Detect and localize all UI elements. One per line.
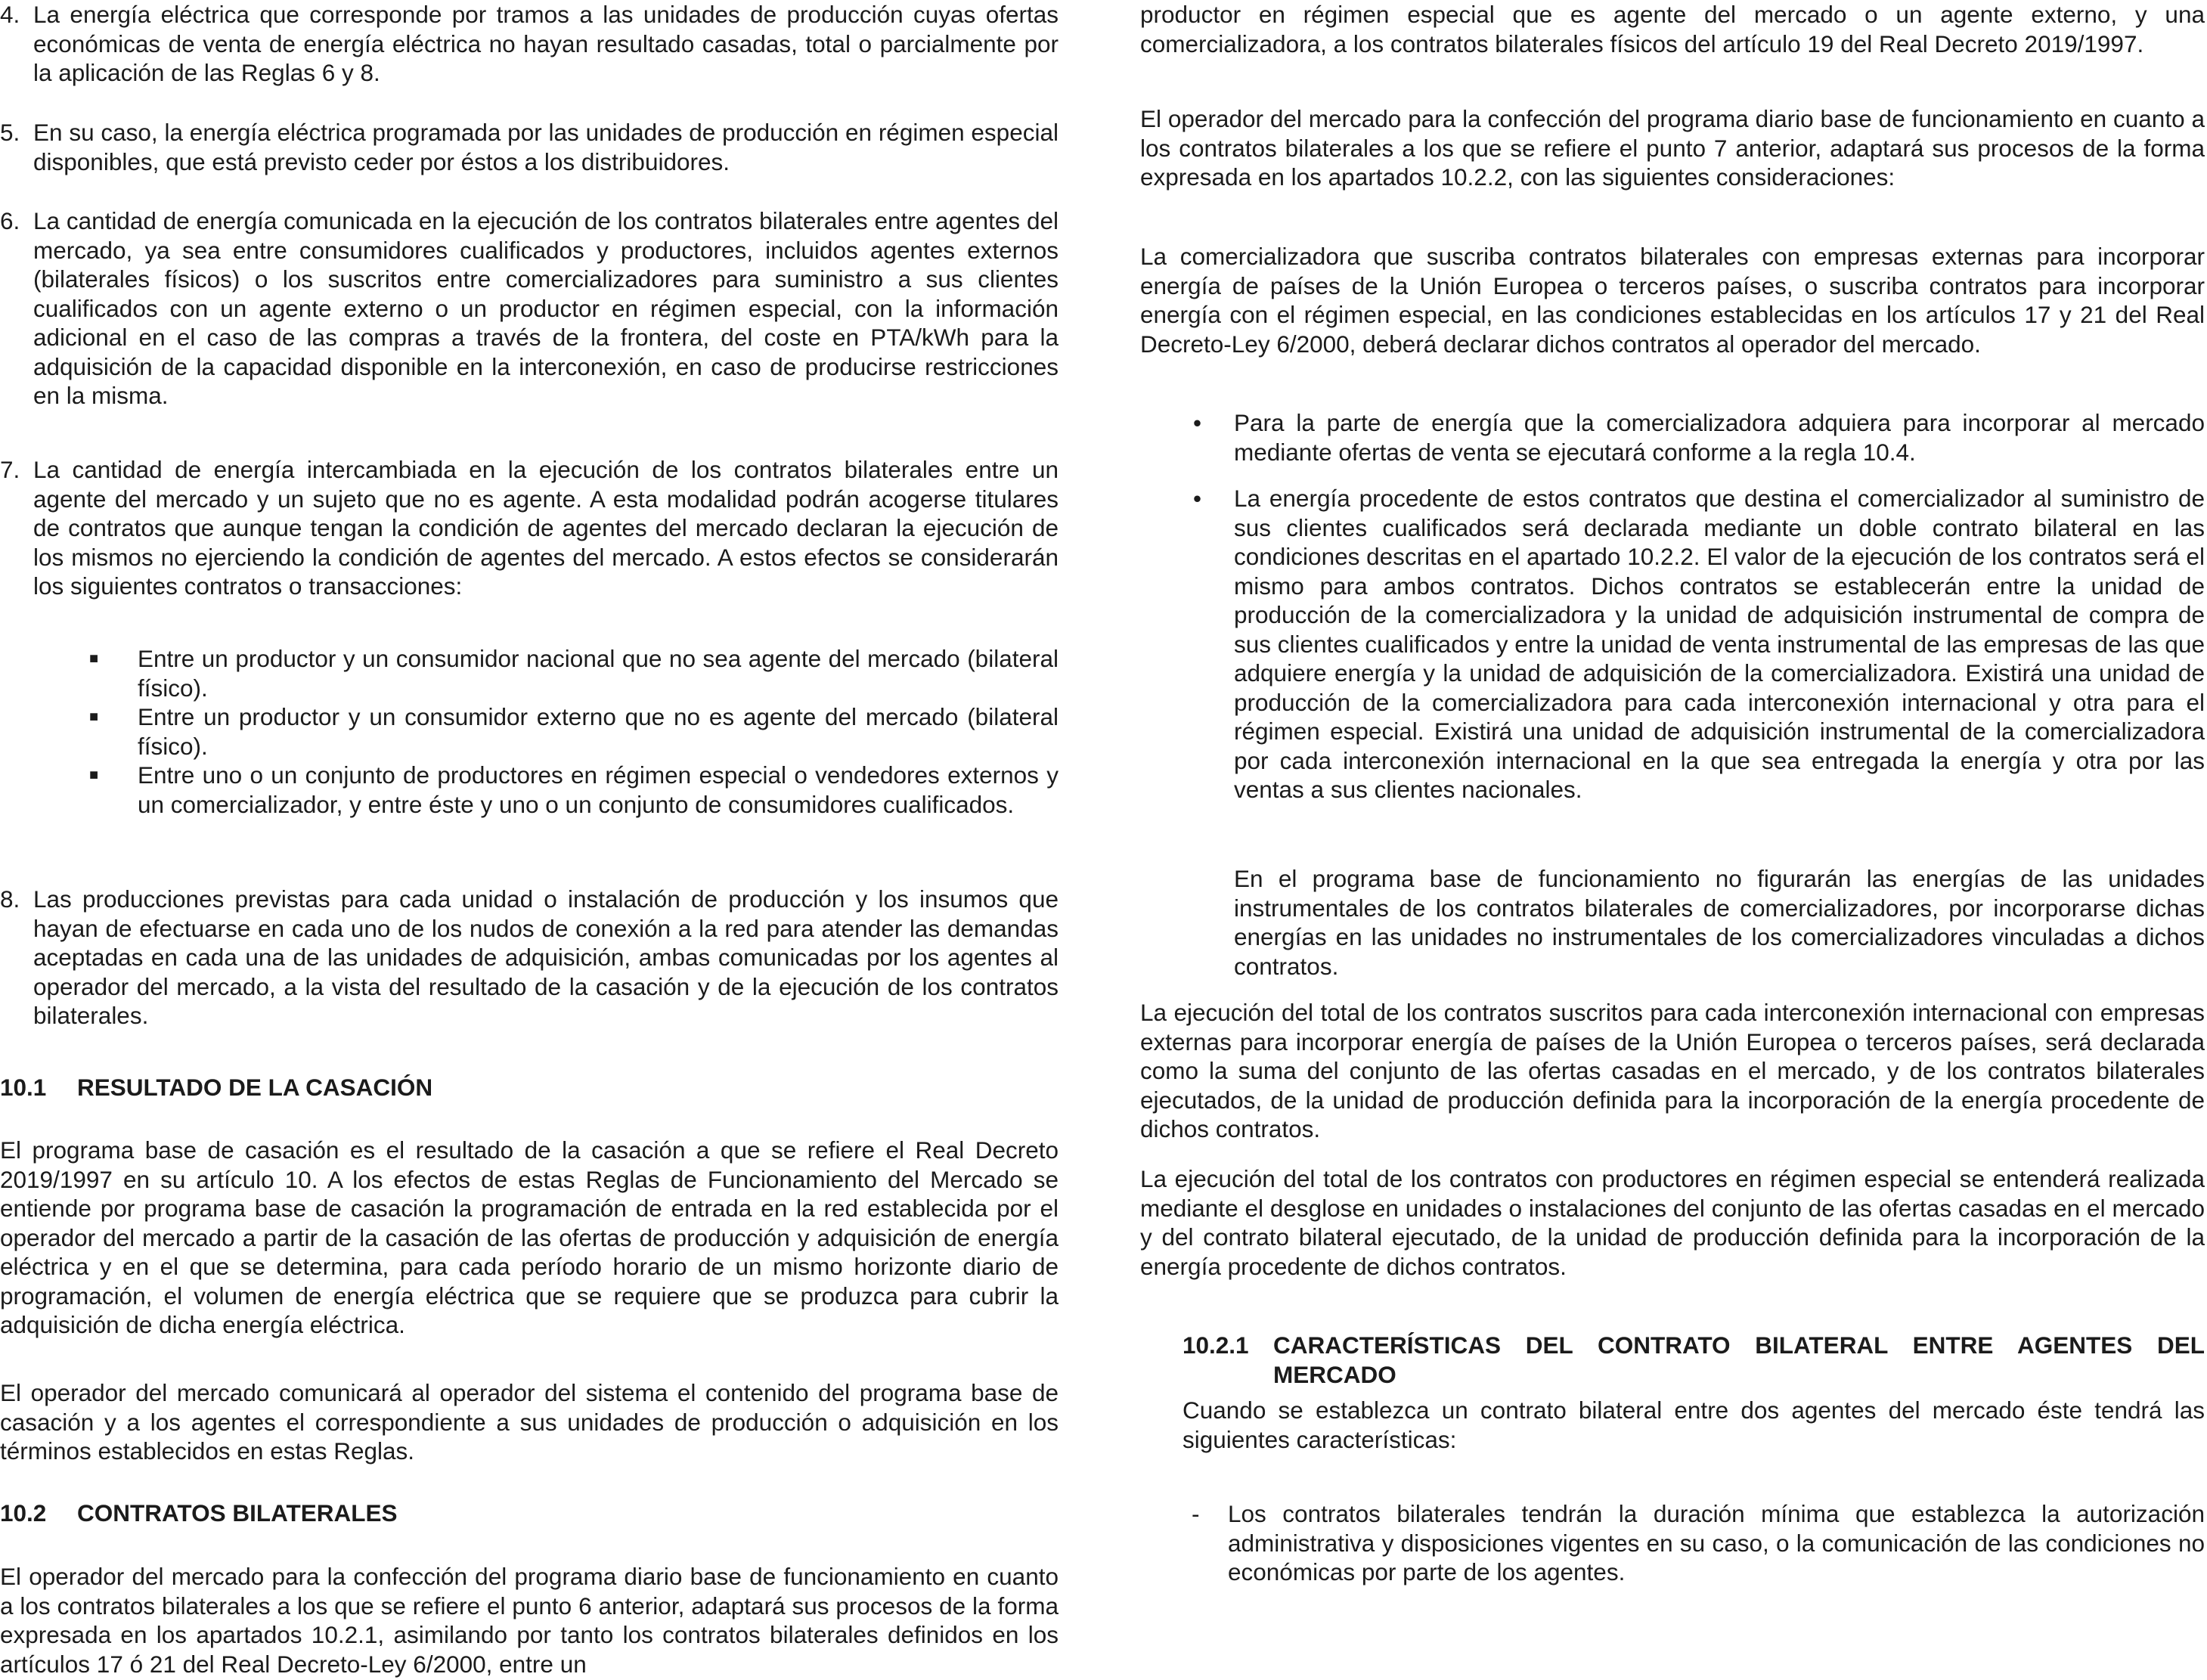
paragraph: El operador del mercado para la confección del programa diario base de funcionamiento en cuanto a los contratos bilaterales a los que se refiere el punto 7 anterior, adaptará sus procesos de la forma expresada en los apartados 10.2.2, con las siguientes consideraciones:	[1140, 105, 2205, 191]
item-text: La cantidad de energía intercambiada en la ejecución de los contratos bilaterales entre un agente del mercado y un sujeto que no es agente. A esta modalidad podrán acogerse titulares de contratos que aunque tengan la condición de agentes del mercado declaran la ejecución de los mismos no ejerciendo la condición de agentes del mercado. A estos efectos se considerarán los siguientes contratos o transacciones:	[33, 456, 1059, 600]
paragraph: productor en régimen especial que es agente del mercado o un agente externo, y una comercializadora, a los contratos bilaterales físicos del artículo 19 del Real Decreto 2019/1997.	[1140, 1, 2205, 57]
dash-list	[1140, 1499, 2205, 1587]
dash-bullet: -	[1192, 1500, 1200, 1527]
section-title: CARACTERÍSTICAS DEL CONTRATO BILATERAL ENTRE AGENTES DEL MERCADO	[1273, 1331, 2205, 1388]
list-item-7	[0, 455, 1059, 601]
section-number: 10.2	[0, 1499, 47, 1527]
item-text: Las producciones previstas para cada unidad o instalación de producción y los insumos que hayan de efectuarse en cada uno de los nudos de conexión a la red para atender las demandas aceptadas en cada una de las unidades de adquisición, ambas comunicadas por los agentes al operador del mercado, a la vista del resultado de la casación y de la ejecución de los contratos bilaterales.	[33, 885, 1059, 1029]
bullet-item: • Para la parte de energía que la comercializadora adquiera para incorporar al mercado mediante ofertas de venta se ejecutará conforme a la regla 10.4.	[1183, 408, 2205, 466]
bullet-list	[0, 644, 1059, 819]
paragraph: La comercializadora que suscriba contratos bilaterales con empresas externas para incorporar energía de países de la Unión Europea o terceros países, o suscriba contratos para incorporar energía con el régimen especial, en las condiciones establecidas en los artículos 17 y 21 del Real Decreto-Ley 6/2000, deberá declarar dichos contratos al operador del mercado.	[1140, 243, 2205, 358]
dash-item: - Los contratos bilaterales tendrán la duración mínima que establezca la autorización administrativa y disposiciones vigentes en su caso, o la comunicación de las condiciones no económicas por parte de los agentes.	[1183, 1499, 2205, 1587]
item-text: La cantidad de energía comunicada en la ejecución de los contratos bilaterales entre agentes del mercado, ya sea entre consumidores cualificados y productores, incluidos agentes externos (bilaterales físicos) o los suscritos entre comercializadores para suministro a sus clientes cualificados con un agente externo o un productor en régimen especial, con la información adicional en el caso de las compras a través de la frontera, del coste en PTA/kWh para la adquisición de la capacidad disponible en la interconexión, en caso de producirse restricciones en la misma.	[33, 207, 1059, 409]
dot-bullet-icon: •	[1193, 409, 1202, 436]
section-title: RESULTADO DE LA CASACIÓN	[77, 1074, 433, 1101]
bullet-item: ■ Entre un productor y un consumidor externo que no es agente del mercado (bilateral físico).	[85, 702, 1059, 761]
paragraph: En el programa base de funcionamiento no figurarán las energías de las unidades instrumentales de los contratos bilaterales de comercializadores, por incorporarse dichas energías en las unidades no instrumentales de los comercializadores vinculadas a dichos contratos.	[1234, 865, 2205, 980]
item-text: En su caso, la energía eléctrica programada por las unidades de producción en régimen especial disponibles, que está previsto ceder por éstos a los distribuidores.	[33, 119, 1059, 175]
section-heading-10-1	[0, 1073, 1059, 1102]
paragraph: El operador del mercado para la confección del programa diario base de funcionamiento en cuanto a los contratos bilaterales a los que se refiere el punto 6 anterior, adaptará sus procesos de la forma expresada en los apartados 10.2.1, asimilando por tanto los contratos bilaterales definidos en los artículos 17 ó 21 del Real Decreto-Ley 6/2000, entre un	[0, 1563, 1059, 1678]
list-item-4	[0, 0, 1059, 88]
square-bullet-icon: ■	[89, 650, 99, 667]
item-number: 4.	[0, 1, 20, 28]
paragraph: El programa base de casación es el resultado de la casación a que se refiere el Real Decreto 2019/1997 en su artículo 10. A los efectos de estas Reglas de Funcionamiento del Mercado se entiende por programa base de casación la programación de entrada en la red establecida por el operador del mercado a partir de la casación de las ofertas de producción y adquisición de energía eléctrica y en el que se determina, para cada período horario de un mismo horizonte diario de programación, el volumen de energía eléctrica que se requiere que se produzca para cubrir la adquisición de dicha energía eléctrica.	[0, 1136, 1059, 1338]
square-bullet-icon: ■	[89, 767, 99, 783]
item-number: 8.	[0, 885, 20, 913]
bullet-list	[1140, 484, 2205, 804]
dot-bullet-icon: •	[1193, 485, 1202, 512]
list-item-6	[0, 206, 1059, 411]
bullet-item: ■ Entre un productor y un consumidor nacional que no sea agente del mercado (bilateral físico).	[85, 644, 1059, 702]
bullet-item: ■ Entre uno o un conjunto de productores en régimen especial o vendedores externos y un comercializador, y entre éste y uno o un conjunto de consumidores cualificados.	[85, 761, 1059, 819]
section-heading-10-2	[0, 1499, 1059, 1528]
paragraph: La ejecución del total de los contratos suscritos para cada interconexión internacional con empresas externas para incorporar energía de países de la Unión Europea o terceros países, será declarada como la suma del conjunto de las ofertas casadas en el mercado, y de los contratos bilaterales ejecutados, de la unidad de producción definida para la incorporación de la energía procedente de dichos contratos.	[1140, 999, 2205, 1142]
bullet-item: • La energía procedente de estos contratos que destina el comercializador al suministro de sus clientes cualificados será declarada mediante un doble contrato bilateral en las condiciones descritas en el apartado 10.2.2. El valor de la ejecución de los contratos será el mismo para ambos contratos. Dichos contratos se establecerán entre la unidad de producción de la comercializadora y la unidad de adquisición instrumental de compra de sus clientes cualificados y entre la unidad de venta instrumental de las empresas de las que adquiere energía y la unidad de adquisición de la comercializadora. Existirá una unidad de producción de la comercializadora para cada interconexión internacional y otra para el régimen especial. Existirá una unidad de adquisición instrumental de la comercializadora por cada interconexión internacional en la que sea entregada la energía y otra por las ventas a sus clientes nacionales.	[1183, 484, 2205, 804]
paragraph: La ejecución del total de los contratos con productores en régimen especial se entenderá realizada mediante el desglose en unidades o instalaciones del conjunto de las ofertas casadas en el mercado y del contrato bilateral ejecutado, de la unidad de producción definida para la incorporación de la energía procedente de dichos contratos.	[1140, 1165, 2205, 1280]
section-title: CONTRATOS BILATERALES	[77, 1499, 398, 1527]
square-bullet-icon: ■	[89, 708, 99, 725]
item-text: La energía eléctrica que corresponde por tramos a las unidades de producción cuyas ofertas económicas de venta de energía eléctrica no hayan resultado casadas, total o parcialmente por la aplicación de las Reglas 6 y 8.	[33, 1, 1059, 86]
paragraph: El operador del mercado comunicará al operador del sistema el contenido del programa base de casación y a los agentes el correspondiente a sus unidades de producción o adquisición en los términos establecidos en estas Reglas.	[0, 1379, 1059, 1465]
list-item-5	[0, 118, 1059, 176]
item-number: 6.	[0, 207, 20, 234]
item-number: 7.	[0, 456, 20, 483]
bullet-list	[1140, 408, 2205, 466]
section-number: 10.1	[0, 1074, 47, 1101]
section-number: 10.2.1	[1183, 1331, 1249, 1359]
item-number: 5.	[0, 119, 20, 146]
list-item-8	[0, 885, 1059, 1031]
paragraph: Cuando se establezca un contrato bilateral entre dos agentes del mercado éste tendrá las siguientes características:	[1183, 1396, 2205, 1453]
section-heading-10-2-1	[1183, 1331, 2205, 1389]
